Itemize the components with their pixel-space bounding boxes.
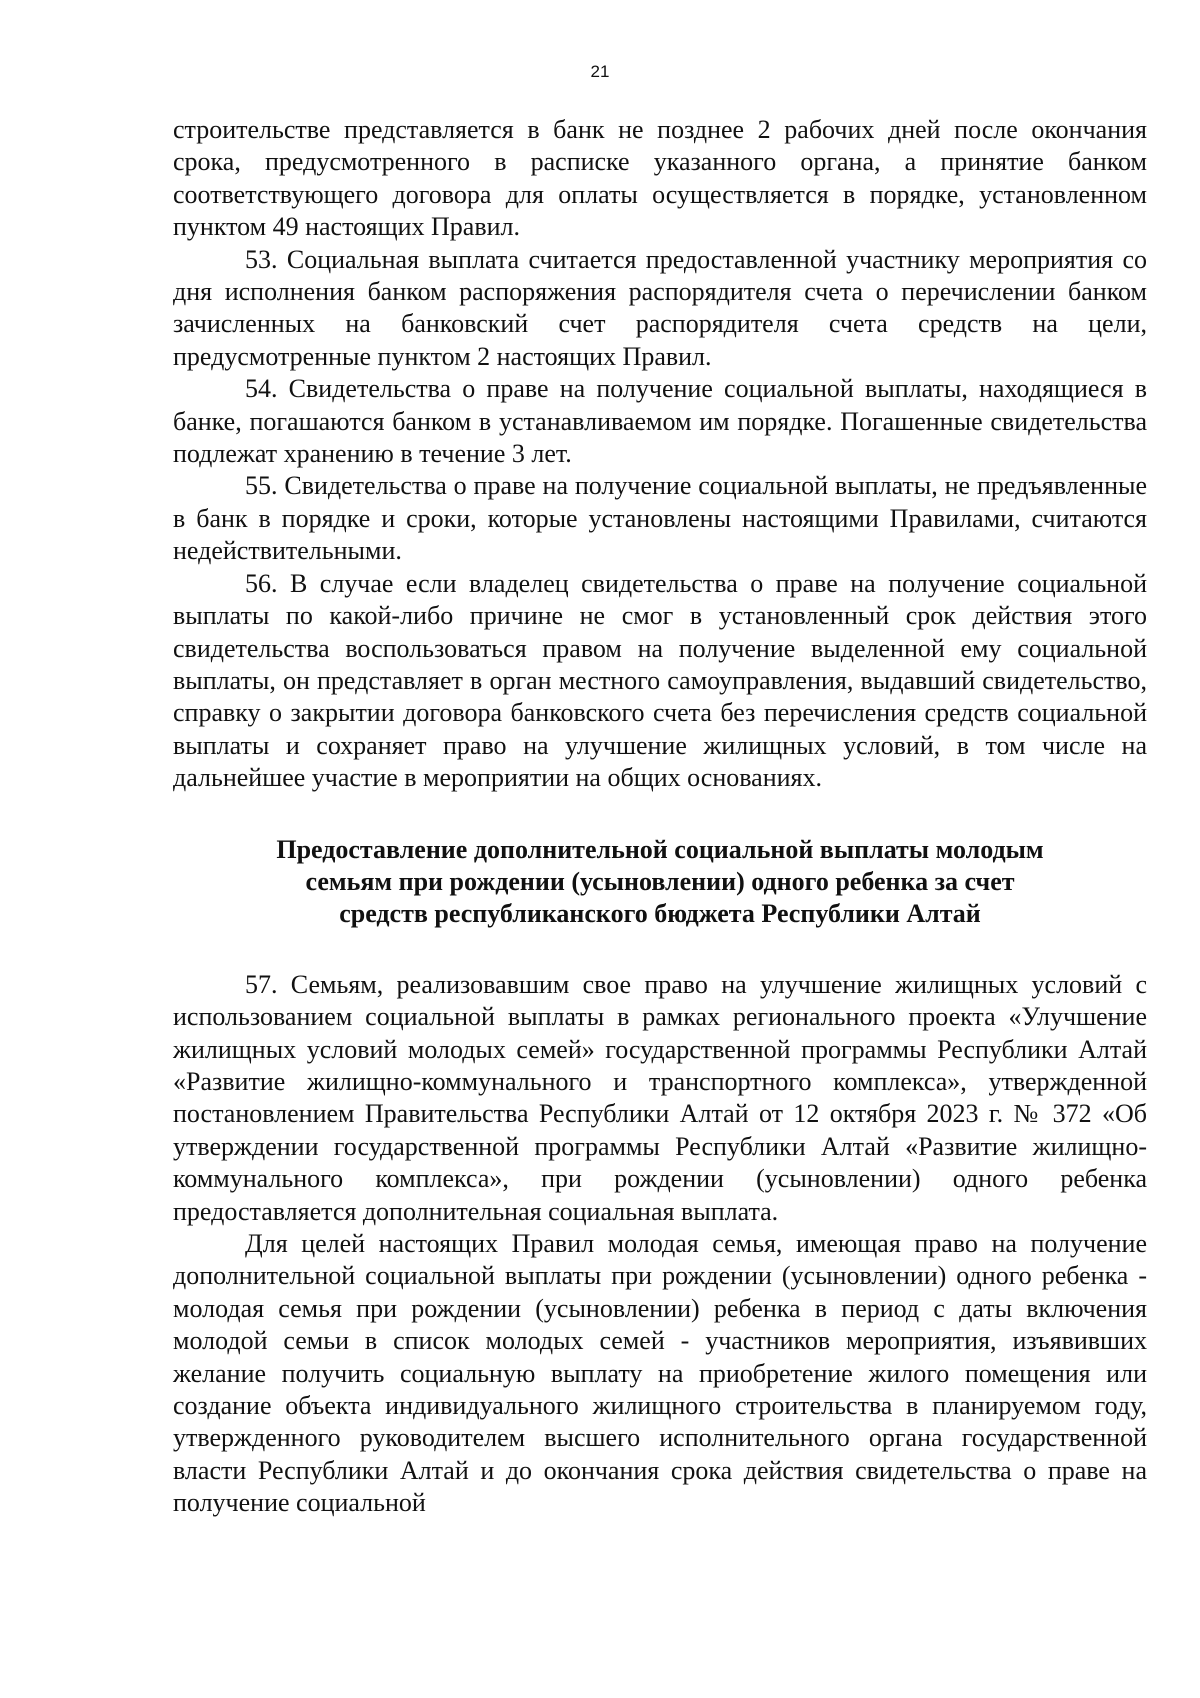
paragraph-definition: Для целей настоящих Правил молодая семья, имеющая право на получение дополнительной социальной выплаты при рождении (усыновлении) одного ребенка - молодая семья при рождении (усыновлении) ребенка в период с даты включения молодой семьи в список молодых семей - участников мероприятия, изъявивших желание получить социальную выплату на приобретение жилого помещения или создание объекта индивидуального жилищного строительства в планируемом году, утвержденного руководителем высшего исполнительного органа государственной власти Республики Алтай и до окончания срока действия свидетельства о праве на получение социальной <box>173 1229 1147 1518</box>
page-number: 21 <box>590 62 610 81</box>
section-heading <box>173 834 1147 931</box>
paragraph-56: 56. В случае если владелец свидетельства о праве на получение социальной выплаты по какой-либо причине не смог в установленный срок действия этого свидетельства воспользоваться правом на получение выделенной ему социальной выплаты, он представляет в орган местного самоуправления, выдавший свидетельство, справку о закрытии договора банковского счета без перечисления средств социальной выплаты и сохраняет право на улучшение жилищных условий, в том числе на дальнейшее участие в мероприятии на общих основаниях. <box>173 568 1147 793</box>
paragraph-57: 57. Семьям, реализовавшим свое право на улучшение жилищных условий с использованием социальной выплаты в рамках регионального проекта «Улучшение жилищных условий молодых семей» государственной программы Республики Алтай «Развитие жилищно-коммунального и транспортного комплекса», утвержденной постановлением Правительства Республики Алтай от 12 октября 2023 г. № 372 «Об утверждении государственной программы Республики Алтай «Развитие жилищно-коммунального комплекса», при рождении (усыновлении) одного ребенка предоставляется дополнительная социальная выплата. <box>173 969 1147 1226</box>
section-heading-line: семьям при рождении (усыновлении) одного ребенка за счет <box>305 866 1015 896</box>
paragraph-55: 55. Свидетельства о праве на получение социальной выплаты, не предъявленные в банк в порядке и сроки, которые установлены настоящими Правилами, считаются недействительными. <box>173 471 1147 566</box>
section-heading-line: Предоставление дополнительной социальной выплаты молодым <box>276 834 1044 864</box>
document-body <box>173 114 1147 1520</box>
paragraph-54: 54. Свидетельства о праве на получение социальной выплаты, находящиеся в банке, погашаются банком в устанавливаемом им порядке. Погашенные свидетельства подлежат хранению в течение 3 лет. <box>173 374 1147 469</box>
paragraph-continuation: строительстве представляется в банк не позднее 2 рабочих дней после окончания срока, предусмотренного в расписке указанного органа, а принятие банком соответствующего договора для оплаты осуществляется в порядке, установленном пунктом 49 настоящих Правил. <box>173 115 1147 242</box>
section-heading-line: средств республиканского бюджета Республики Алтай <box>339 899 981 929</box>
paragraph-53: 53. Социальная выплата считается предоставленной участнику мероприятия со дня исполнения банком распоряжения распорядителя счета о перечислении банком зачисленных на банковский счет распорядителя счета средств на цели, предусмотренные пунктом 2 настоящих Правил. <box>173 244 1147 371</box>
